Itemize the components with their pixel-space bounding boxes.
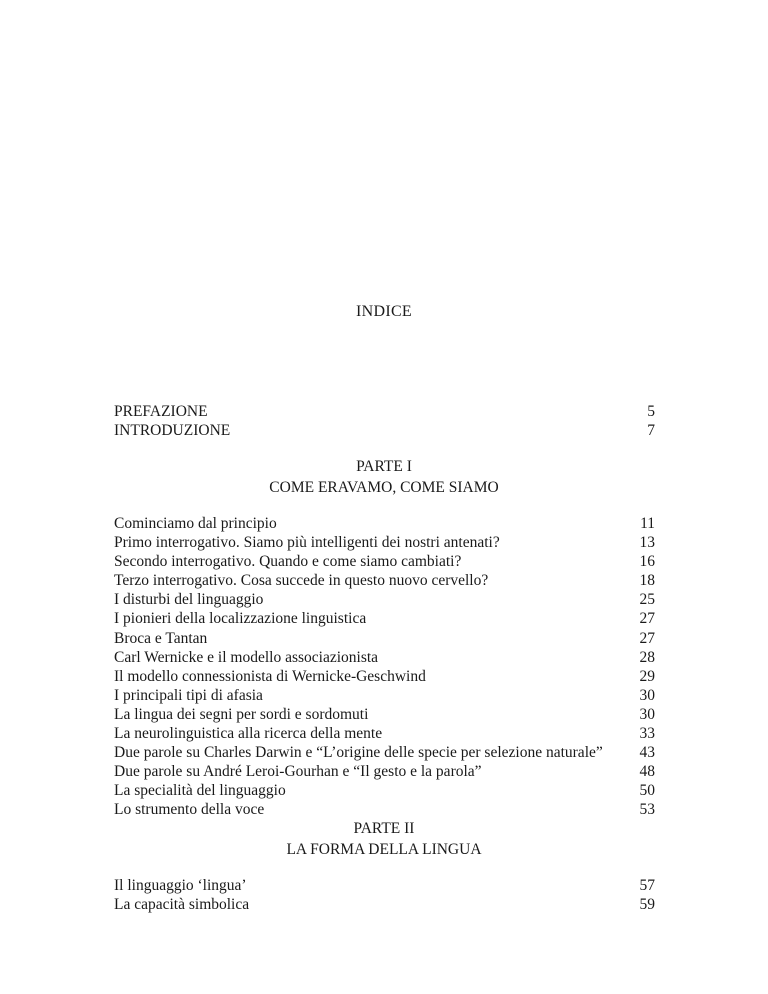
toc-entry-page: 27: [639, 629, 655, 647]
toc-entry[interactable]: [114, 781, 655, 800]
toc-entry[interactable]: [114, 590, 655, 609]
toc-entry-page: 43: [639, 744, 655, 762]
part-name: LA FORMA DELLA LINGUA: [286, 841, 482, 858]
toc-entry-label: PREFAZIONE: [114, 403, 208, 420]
toc-entry[interactable]: [114, 402, 655, 421]
toc-entry-label: La specialità del linguaggio: [114, 782, 286, 800]
toc-entry-page: 25: [639, 591, 655, 609]
toc-entry-label: I pionieri della localizzazione linguistica: [114, 610, 367, 628]
toc-entry-page: 16: [639, 553, 655, 571]
toc-entry-page: 50: [639, 782, 655, 800]
toc-entry-page: 53: [639, 801, 655, 819]
toc-entry[interactable]: [114, 421, 655, 440]
toc-entry[interactable]: [114, 667, 655, 686]
toc-entry-label: Broca e Tantan: [114, 629, 208, 647]
toc-entry-page: 33: [639, 725, 655, 743]
toc-entry[interactable]: [114, 514, 655, 533]
toc-entry[interactable]: [114, 648, 655, 667]
toc-entry[interactable]: [114, 724, 655, 743]
toc-entry-label: Due parole su André Leroi-Gourhan e “Il gesto e la parola”: [114, 763, 482, 781]
toc-entry[interactable]: [114, 705, 655, 724]
toc-entry-label: Secondo interrogativo. Quando e come siamo cambiati?: [114, 553, 462, 571]
toc-entry-label: Cominciamo dal principio: [114, 515, 277, 532]
toc-entry-page: 59: [639, 896, 655, 914]
toc-entry-label: Carl Wernicke e il modello associazionista: [114, 648, 379, 666]
toc-entry-label: Il linguaggio ‘lingua’: [114, 877, 247, 894]
toc-entry-page: 13: [639, 534, 655, 552]
toc-entry-page: 7: [647, 422, 655, 440]
toc-entry-page: 30: [639, 705, 655, 723]
toc-entry-label: Primo interrogativo. Siamo più intelligenti dei nostri antenati?: [114, 534, 500, 552]
part-1-heading: [0, 456, 768, 498]
toc-entry[interactable]: [114, 876, 655, 895]
part-2-entries: [114, 876, 655, 914]
toc-entry[interactable]: [114, 609, 655, 628]
toc-entry[interactable]: [114, 571, 655, 590]
toc-entry-page: 29: [639, 667, 655, 685]
toc-entry[interactable]: [114, 743, 655, 762]
toc-entry-page: 48: [639, 763, 655, 781]
toc-entry[interactable]: [114, 800, 655, 819]
toc-entry[interactable]: [114, 686, 655, 705]
toc-entry-label: Il modello connessionista di Wernicke-Geschwind: [114, 667, 426, 685]
toc-entry-page: 18: [639, 572, 655, 590]
toc-entry-label: La lingua dei segni per sordi e sordomuti: [114, 705, 369, 723]
toc-entry-label: I principali tipi di afasia: [114, 686, 263, 704]
toc-entry-page: 28: [639, 648, 655, 666]
toc-entry[interactable]: [114, 895, 655, 914]
toc-entry-label: Lo strumento della voce: [114, 801, 265, 819]
toc-entry[interactable]: [114, 762, 655, 781]
toc-entry-page: 5: [647, 403, 655, 420]
toc-entry[interactable]: [114, 552, 655, 571]
part-number: PARTE II: [353, 820, 415, 837]
toc-entry-page: 27: [639, 610, 655, 628]
front-matter-list: [114, 402, 655, 440]
toc-entry-label: I disturbi del linguaggio: [114, 591, 264, 609]
toc-entry-page: 11: [640, 515, 655, 532]
toc-entry[interactable]: [114, 533, 655, 552]
toc-entry-page: 57: [639, 877, 655, 894]
index-title: INDICE: [355, 303, 412, 320]
part-number: PARTE I: [356, 458, 412, 475]
toc-entry-label: INTRODUZIONE: [114, 422, 231, 440]
toc-entry-label: La capacità simbolica: [114, 896, 250, 914]
toc-entry-page: 30: [639, 686, 655, 704]
part-1-entries: [114, 514, 655, 820]
toc-entry-label: Due parole su Charles Darwin e “L’origine delle specie per selezione naturale”: [114, 744, 603, 762]
part-name: COME ERAVAMO, COME SIAMO: [269, 479, 499, 496]
toc-entry-label: Terzo interrogativo. Cosa succede in questo nuovo cervello?: [114, 572, 489, 590]
toc-entry[interactable]: [114, 629, 655, 648]
toc-entry-label: La neurolinguistica alla ricerca della mente: [114, 725, 383, 743]
part-2-heading: [0, 818, 768, 860]
